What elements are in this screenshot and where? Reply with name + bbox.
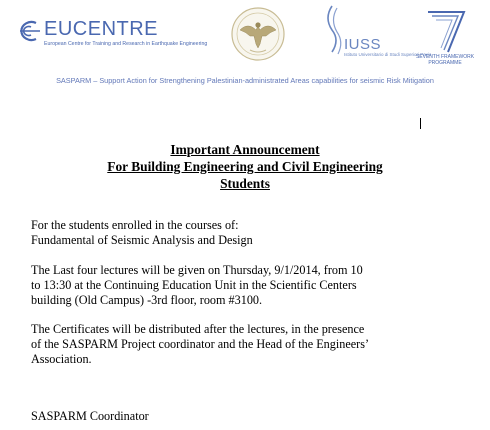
certificates-line-3: Association. — [31, 352, 92, 366]
title-line-3: Students — [220, 176, 270, 191]
fp7-subtitle: SEVENTH FRAMEWORK PROGRAMME — [415, 54, 475, 66]
fp7-logo — [414, 8, 476, 68]
title-line-2: For Building Engineering and Civil Engineering — [107, 159, 383, 174]
lectures-line-3: building (Old Campus) -3rd floor, room #3100. — [31, 293, 263, 307]
eucentre-name: EUCENTRE — [44, 18, 159, 40]
intro-line-1: For the students enrolled in the courses of: — [31, 218, 239, 232]
project-description: SASPARM – Support Action for Strengthening Palestinian-administrated Areas capabilities for seismic Risk Mitigation — [56, 76, 434, 85]
eucentre-mark-icon — [16, 20, 42, 42]
signature: SASPARM Coordinator — [31, 409, 149, 423]
title-line-1: Important Announcement — [170, 142, 320, 157]
university-seal-logo — [230, 6, 286, 62]
announcement-title — [20, 141, 470, 192]
text-cursor — [420, 118, 421, 129]
eucentre-logo — [16, 18, 216, 48]
certificates-paragraph — [31, 322, 369, 367]
eucentre-subtitle: European Centre for Training and Research in Earthquake Engineering — [44, 41, 208, 47]
lectures-line-2: to 13:30 at the Continuing Education Unit in the Scientific Centers — [31, 278, 357, 292]
lectures-paragraph — [31, 263, 363, 308]
eagle-seal-icon — [230, 6, 286, 62]
certificates-line-1: The Certificates will be distributed after the lectures, in the presence — [31, 322, 365, 336]
iuss-name: IUSS — [344, 36, 382, 53]
seven-numeral-icon — [414, 8, 476, 54]
intro-paragraph — [31, 218, 253, 248]
intro-line-2: Fundamental of Seismic Analysis and Design — [31, 233, 253, 247]
lectures-line-1: The Last four lectures will be given on Thursday, 9/1/2014, from 10 — [31, 263, 363, 277]
iuss-subtitle: Istituto Universitario di Studi Superiori Pavia — [344, 52, 432, 57]
certificates-line-2: of the SASPARM Project coordinator and the Head of the Engineers’ — [31, 337, 370, 351]
iuss-logo — [318, 4, 432, 64]
